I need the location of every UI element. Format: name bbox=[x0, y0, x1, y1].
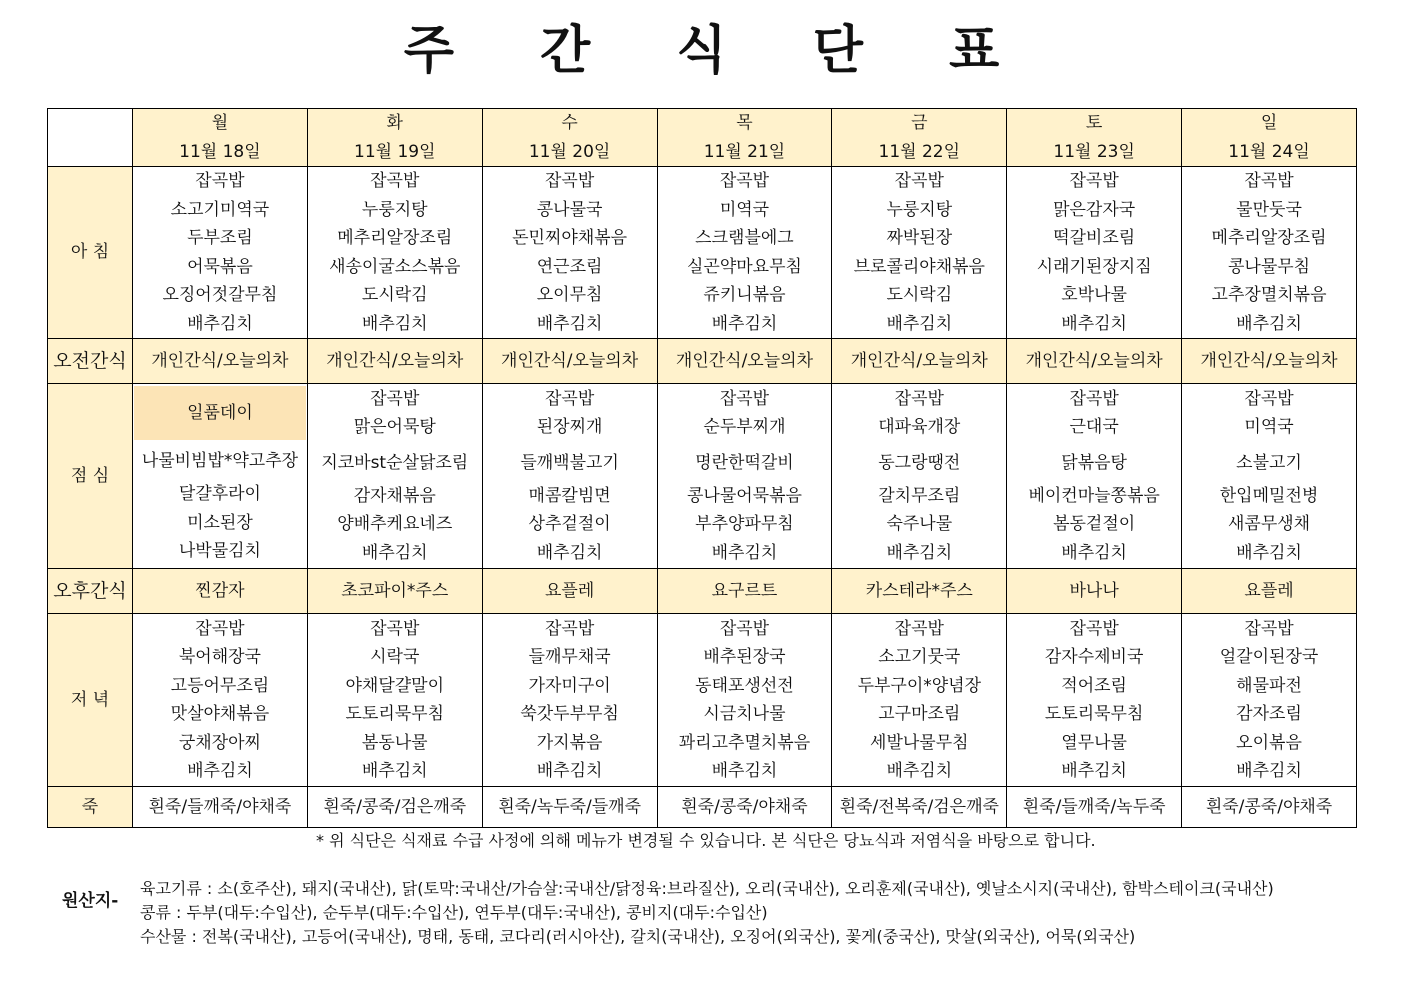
menu-item: 시래기된장지짐 bbox=[1036, 256, 1152, 277]
day-date: 11월 19일 bbox=[354, 141, 436, 162]
breakfast-label: 아 침 bbox=[48, 167, 133, 339]
dinner-cell bbox=[1007, 614, 1182, 787]
menu-item: 흰죽/들깨죽/녹두죽 bbox=[1022, 797, 1166, 817]
day-header bbox=[1182, 109, 1357, 167]
day-name: 일 bbox=[1260, 113, 1278, 133]
menu-item: 일품데이 bbox=[134, 386, 306, 440]
day-name: 화 bbox=[386, 113, 403, 133]
lunch-cell bbox=[1182, 384, 1357, 569]
day-name: 목 bbox=[736, 113, 753, 133]
menu-item: 잡곡밥 bbox=[719, 618, 770, 639]
menu-item: 감자채볶음 bbox=[353, 485, 436, 506]
menu-item: 양배추케요네즈 bbox=[337, 514, 453, 535]
menu-item: 잡곡밥 bbox=[1244, 171, 1294, 191]
menu-item: 배추김치 bbox=[361, 761, 428, 781]
menu-item: 배추김치 bbox=[187, 761, 253, 781]
menu-item: 돈민찌야채볶음 bbox=[512, 228, 628, 248]
pm-snack-cell bbox=[1007, 569, 1182, 614]
porridge-cell bbox=[307, 787, 482, 828]
menu-item: 잡곡밥 bbox=[544, 171, 595, 191]
pm-snack-label: 오후간식 bbox=[48, 569, 133, 614]
breakfast-cell bbox=[482, 167, 657, 339]
menu-item: 개인간식/오늘의차 bbox=[1025, 350, 1163, 371]
menu-item: 요플레 bbox=[1244, 580, 1294, 601]
day-date: 11월 20일 bbox=[528, 141, 611, 162]
menu-item: 숙주나물 bbox=[886, 514, 953, 535]
menu-item: 콩나물국 bbox=[536, 199, 603, 220]
menu-item: 배추김치 bbox=[536, 313, 603, 334]
menu-item: 순두부찌개 bbox=[703, 417, 786, 438]
menu-item: 나물비빔밥*약고추장 bbox=[141, 451, 299, 472]
menu-item: 쑥갓두부무침 bbox=[520, 704, 619, 724]
lunch-cell bbox=[307, 384, 482, 569]
menu-item: 야채달걀말이 bbox=[345, 675, 445, 696]
menu-item: 실곤약마요무침 bbox=[686, 256, 802, 277]
menu-item: 개인간식/오늘의차 bbox=[151, 350, 289, 371]
dinner-cell bbox=[657, 614, 832, 787]
breakfast-cell bbox=[307, 167, 482, 339]
pm-snack-cell bbox=[482, 569, 657, 614]
breakfast-cell bbox=[133, 167, 308, 339]
pm-snack-cell bbox=[832, 569, 1007, 614]
menu-item: 잡곡밥 bbox=[1244, 388, 1294, 409]
menu-item: 잡곡밥 bbox=[195, 618, 245, 639]
menu-item: 동그랑땡전 bbox=[878, 452, 961, 473]
menu-item: 동태포생선전 bbox=[695, 675, 794, 696]
menu-item: 잡곡밥 bbox=[894, 171, 944, 191]
menu-item: 배추김치 bbox=[886, 313, 953, 334]
menu-item: 가자미구이 bbox=[528, 675, 611, 696]
menu-item: 배추김치 bbox=[187, 313, 253, 334]
menu-item: 맑은어묵탕 bbox=[353, 417, 436, 438]
menu-item: 연근조림 bbox=[536, 256, 603, 277]
menu-item: 소고기미역국 bbox=[170, 199, 270, 220]
breakfast-cell bbox=[657, 167, 832, 339]
am-snack-cell bbox=[307, 339, 482, 384]
menu-item: 열무나물 bbox=[1061, 732, 1127, 753]
menu-item: 개인간식/오늘의차 bbox=[326, 350, 464, 371]
menu-item: 콩나물어묵볶음 bbox=[686, 485, 802, 506]
dinner-cell bbox=[133, 614, 308, 787]
menu-item: 맑은감자국 bbox=[1053, 199, 1136, 220]
lunch-row bbox=[48, 384, 1357, 569]
menu-item: 갈치무조림 bbox=[878, 485, 961, 506]
menu-item: 감자조림 bbox=[1236, 704, 1302, 724]
menu-item: 한입메밀전병 bbox=[1219, 485, 1319, 506]
am-snack-label: 오전간식 bbox=[48, 339, 133, 384]
menu-item: 떡갈비조림 bbox=[1053, 228, 1136, 248]
menu-item: 배추김치 bbox=[711, 761, 778, 781]
menu-item: 요구르트 bbox=[711, 580, 778, 601]
day-header bbox=[657, 109, 832, 167]
breakfast-cell bbox=[1182, 167, 1357, 339]
am-snack-cell bbox=[133, 339, 308, 384]
porridge-cell bbox=[1007, 787, 1182, 828]
lunch-cell bbox=[657, 384, 832, 569]
menu-change-note: * 위 식단은 식재료 수급 사정에 의해 메뉴가 변경될 수 있습니다. 본 식단은 당뇨식과 저염식을 바탕으로 합니다. bbox=[316, 831, 1096, 850]
am-snack-cell bbox=[482, 339, 657, 384]
menu-item: 두부구이*양념장 bbox=[857, 675, 982, 696]
menu-item: 베이컨마늘쫑볶음 bbox=[1028, 485, 1160, 506]
porridge-cell bbox=[133, 787, 308, 828]
origin-beans: 콩류 : 두부(대두:수입산), 순두부(대두:수입산), 연두부(대두:국내산), 콩비지(대두:수입산) bbox=[140, 903, 768, 922]
menu-item: 브로콜리야채볶음 bbox=[853, 256, 985, 277]
menu-item: 부추양파무침 bbox=[695, 514, 794, 535]
menu-item: 흰죽/들깨죽/야채죽 bbox=[148, 797, 292, 817]
menu-item: 잡곡밥 bbox=[370, 618, 420, 639]
menu-item: 시금치나물 bbox=[703, 704, 786, 724]
menu-item: 닭볶음탕 bbox=[1061, 452, 1127, 473]
menu-item: 잡곡밥 bbox=[544, 618, 595, 639]
menu-item: 오이볶음 bbox=[1236, 732, 1302, 753]
menu-item: 들깨백불고기 bbox=[520, 452, 619, 473]
menu-item: 개인간식/오늘의차 bbox=[501, 350, 639, 371]
menu-item: 흰죽/녹두죽/들깨죽 bbox=[498, 797, 642, 817]
lunch-cell bbox=[482, 384, 657, 569]
lunch-cell bbox=[1007, 384, 1182, 569]
menu-item: 배추김치 bbox=[711, 542, 778, 563]
menu-item: 배추김치 bbox=[361, 313, 428, 334]
menu-item: 잡곡밥 bbox=[894, 618, 944, 639]
menu-item: 잡곡밥 bbox=[370, 388, 420, 409]
menu-item: 미역국 bbox=[1244, 417, 1294, 438]
am-snack-cell bbox=[1182, 339, 1357, 384]
menu-item: 배추된장국 bbox=[703, 647, 786, 667]
menu-item: 맛살야채볶음 bbox=[170, 704, 270, 724]
menu-item: 시락국 bbox=[370, 647, 420, 667]
menu-item: 두부조림 bbox=[187, 228, 253, 248]
day-header bbox=[482, 109, 657, 167]
dinner-cell bbox=[832, 614, 1007, 787]
menu-item: 누룽지탕 bbox=[886, 199, 953, 220]
lunch-label: 점 심 bbox=[48, 384, 133, 569]
menu-item: 잡곡밥 bbox=[1069, 388, 1119, 409]
menu-item: 초코파이*주스 bbox=[341, 580, 449, 601]
dinner-label: 저 녁 bbox=[48, 614, 133, 787]
porridge-row bbox=[48, 787, 1357, 828]
weekly-menu-table bbox=[47, 108, 1357, 828]
menu-item: 들깨무채국 bbox=[528, 647, 611, 667]
menu-item: 배추김치 bbox=[886, 542, 953, 563]
origin-seafood: 수산물 : 전복(국내산), 고등어(국내산), 명태, 동태, 코다리(러시아산), 갈치(국내산), 오징어(외국산), 꽃게(중국산), 맛살(외국산), 어묵(외국산) bbox=[140, 927, 1136, 946]
menu-item: 개인간식/오늘의차 bbox=[1200, 350, 1338, 371]
breakfast-row bbox=[48, 167, 1357, 339]
menu-item: 잡곡밥 bbox=[1069, 171, 1119, 191]
page-title: 주 간 식 단 표 bbox=[403, 21, 1034, 81]
day-name: 수 bbox=[561, 113, 578, 133]
menu-item: 도토리묵무침 bbox=[345, 704, 445, 724]
am-snack-cell bbox=[1007, 339, 1182, 384]
dinner-cell bbox=[1182, 614, 1357, 787]
menu-item: 흰죽/콩죽/검은깨죽 bbox=[323, 797, 467, 817]
menu-item: 배추김치 bbox=[886, 761, 953, 781]
menu-item: 잡곡밥 bbox=[719, 171, 770, 191]
menu-item: 짜박된장 bbox=[886, 228, 953, 248]
menu-item: 쥬키니볶음 bbox=[703, 285, 786, 305]
menu-item: 배추김치 bbox=[536, 761, 603, 781]
am-snack-cell bbox=[832, 339, 1007, 384]
menu-item: 봄동나물 bbox=[361, 732, 428, 753]
menu-item: 북어해장국 bbox=[178, 647, 261, 667]
menu-item: 잡곡밥 bbox=[1244, 618, 1294, 639]
menu-item: 세발나물무침 bbox=[870, 732, 969, 753]
menu-item: 얼갈이된장국 bbox=[1219, 647, 1319, 667]
day-header bbox=[1007, 109, 1182, 167]
menu-item: 스크램블에그 bbox=[695, 228, 794, 248]
dinner-row bbox=[48, 614, 1357, 787]
menu-item: 근대국 bbox=[1069, 417, 1119, 438]
pm-snack-row bbox=[48, 569, 1357, 614]
menu-item: 배추김치 bbox=[536, 542, 603, 563]
menu-item: 요플레 bbox=[544, 580, 595, 601]
day-name: 금 bbox=[911, 113, 928, 133]
pm-snack-cell bbox=[1182, 569, 1357, 614]
menu-item: 도시락김 bbox=[886, 285, 953, 305]
origin-label: 원산지- bbox=[62, 891, 119, 911]
day-name: 월 bbox=[211, 113, 229, 133]
day-header bbox=[133, 109, 308, 167]
menu-item: 오이무침 bbox=[536, 285, 603, 305]
menu-item: 콩나물무침 bbox=[1227, 256, 1311, 277]
menu-item: 잡곡밥 bbox=[719, 388, 770, 409]
menu-item: 잡곡밥 bbox=[370, 171, 420, 191]
porridge-cell bbox=[832, 787, 1007, 828]
day-name: 토 bbox=[1085, 113, 1103, 133]
menu-item: 누룽지탕 bbox=[361, 199, 428, 220]
menu-item: 흰죽/콩죽/야채죽 bbox=[1205, 797, 1333, 817]
menu-item: 바나나 bbox=[1069, 580, 1119, 601]
menu-item: 봄동겉절이 bbox=[1053, 514, 1136, 535]
menu-item: 나박물김치 bbox=[178, 541, 261, 562]
dinner-cell bbox=[482, 614, 657, 787]
menu-item: 도토리묵무침 bbox=[1044, 704, 1144, 724]
menu-item: 고구마조림 bbox=[878, 704, 961, 724]
menu-item: 감자수제비국 bbox=[1044, 647, 1144, 667]
breakfast-cell bbox=[832, 167, 1007, 339]
menu-item: 미소된장 bbox=[187, 512, 253, 533]
menu-item: 호박나물 bbox=[1061, 285, 1127, 305]
menu-item: 꽈리고추멸치볶음 bbox=[678, 732, 811, 753]
am-snack-cell bbox=[657, 339, 832, 384]
pm-snack-cell bbox=[307, 569, 482, 614]
day-header-row bbox=[48, 109, 1357, 167]
menu-item: 잡곡밥 bbox=[894, 388, 944, 409]
menu-item: 배추김치 bbox=[711, 313, 778, 334]
menu-item: 지코바st순살닭조림 bbox=[321, 452, 469, 473]
lunch-cell bbox=[133, 384, 308, 569]
menu-item: 물만둣국 bbox=[1236, 199, 1302, 220]
menu-item: 새송이굴소스볶음 bbox=[329, 256, 461, 277]
day-date: 11월 24일 bbox=[1228, 141, 1310, 162]
menu-item: 배추김치 bbox=[1236, 761, 1302, 781]
day-date: 11월 18일 bbox=[179, 141, 261, 162]
menu-item: 소고기뭇국 bbox=[878, 647, 961, 667]
menu-item: 적어조림 bbox=[1061, 675, 1127, 696]
menu-item: 흰죽/콩죽/야채죽 bbox=[681, 797, 808, 817]
menu-item: 소불고기 bbox=[1236, 452, 1302, 473]
breakfast-cell bbox=[1007, 167, 1182, 339]
pm-snack-cell bbox=[133, 569, 308, 614]
porridge-cell bbox=[657, 787, 832, 828]
menu-item: 새콤무생채 bbox=[1227, 514, 1311, 535]
menu-item: 명란한떡갈비 bbox=[695, 452, 794, 473]
day-date: 11월 22일 bbox=[878, 141, 961, 162]
menu-item: 고추장멸치볶음 bbox=[1211, 285, 1327, 305]
menu-item: 배추김치 bbox=[1061, 761, 1127, 781]
origin-info bbox=[140, 880, 1355, 952]
menu-item: 찐감자 bbox=[195, 580, 245, 601]
menu-item: 가지볶음 bbox=[536, 732, 603, 753]
dinner-cell bbox=[307, 614, 482, 787]
menu-item: 배추김치 bbox=[1061, 313, 1127, 334]
menu-item: 상추겉절이 bbox=[528, 514, 611, 535]
am-snack-row bbox=[48, 339, 1357, 384]
menu-item: 미역국 bbox=[719, 199, 770, 220]
menu-item: 카스테라*주스 bbox=[865, 580, 973, 601]
lunch-cell bbox=[832, 384, 1007, 569]
menu-item: 궁채장아찌 bbox=[178, 732, 261, 753]
menu-item: 흰죽/전복죽/검은깨죽 bbox=[839, 797, 999, 817]
menu-item: 매콤칼빔면 bbox=[528, 485, 611, 506]
menu-item: 오징어젓갈무침 bbox=[162, 285, 278, 305]
menu-item: 개인간식/오늘의차 bbox=[675, 350, 813, 371]
origin-meat: 육고기류 : 소(호주산), 돼지(국내산), 닭(토막:국내산/가슴살:국내산/닭정육:브라질산), 오리(국내산), 오리훈제(국내산), 옛날소시지(국내산), 함박스테이크(국내산) bbox=[140, 879, 1274, 898]
menu-item: 배추김치 bbox=[1236, 542, 1302, 563]
day-header bbox=[307, 109, 482, 167]
menu-item: 메추리알장조림 bbox=[337, 228, 453, 248]
menu-item: 개인간식/오늘의차 bbox=[850, 350, 988, 371]
pm-snack-cell bbox=[657, 569, 832, 614]
menu-item: 배추김치 bbox=[361, 542, 428, 563]
menu-item: 달걀후라이 bbox=[178, 484, 261, 505]
day-date: 11월 23일 bbox=[1053, 141, 1135, 162]
porridge-label: 죽 bbox=[48, 787, 133, 828]
menu-item: 된장찌개 bbox=[536, 417, 603, 438]
menu-item: 잡곡밥 bbox=[195, 171, 245, 191]
porridge-cell bbox=[482, 787, 657, 828]
corner-cell bbox=[48, 109, 133, 167]
day-date: 11월 21일 bbox=[703, 141, 786, 162]
menu-item: 해물파전 bbox=[1236, 675, 1302, 696]
menu-item: 메추리알장조림 bbox=[1211, 228, 1327, 248]
menu-item: 어묵볶음 bbox=[187, 256, 253, 277]
menu-item: 고등어무조림 bbox=[170, 675, 270, 696]
menu-item: 잡곡밥 bbox=[544, 388, 595, 409]
menu-item: 배추김치 bbox=[1236, 313, 1302, 334]
menu-item: 배추김치 bbox=[1061, 542, 1127, 563]
menu-item: 도시락김 bbox=[361, 285, 428, 305]
menu-item: 대파육개장 bbox=[878, 417, 961, 438]
porridge-cell bbox=[1182, 787, 1357, 828]
day-header bbox=[832, 109, 1007, 167]
menu-item: 잡곡밥 bbox=[1069, 618, 1119, 639]
